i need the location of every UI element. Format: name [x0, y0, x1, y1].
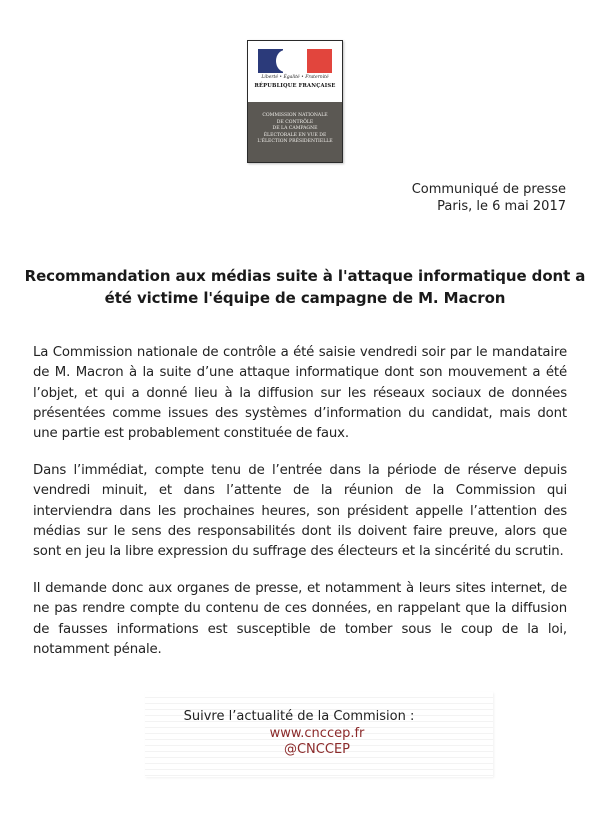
commission-name	[250, 113, 340, 146]
place-date: Paris, le 6 mai 2017	[437, 199, 566, 214]
footer-label: Suivre l’actualité de la Commision :	[183, 709, 415, 724]
press-header	[412, 181, 566, 215]
flag-red	[307, 49, 332, 73]
twitter-handle-link[interactable]: @CNCCEP	[283, 742, 350, 757]
paragraph-1: La Commission nationale de contrôle a été saisie vendredi soir par le mandataire de M. Macron à la suite d’une attaque informatique dont son mouvement a été l’objet, et qui a donné lieu à la diffusion sur les réseaux sociaux de données présentées comme issues des systèmes d’information du candidat, mais dont une partie est probablement constituée de faux.	[33, 345, 567, 442]
paragraph-2: Dans l’immédiat, compte tenu de l’entrée dans la période de réserve depuis vendredi minuit, et dans l’attente de la réunion de la Commission qui interviendra dans les prochaines heures, son président appelle l’attention des médias sur le sens des responsabilités dont ils doivent faire preuve, alors que sont en jeu la libre expression du suffrage des électeurs et la sincérité du scrutin.	[33, 463, 567, 560]
cnccep-logo	[247, 40, 343, 163]
marianne-profile-icon	[276, 50, 294, 72]
republic-name: RÉPUBLIQUE FRANÇAISE	[254, 83, 336, 89]
footer-box	[145, 692, 493, 777]
commission-line: ÉLECTORALE EN VUE DE	[263, 132, 327, 138]
commission-line: DE CONTRÔLE	[276, 119, 314, 125]
page-title: Recommandation aux médias suite à l'attaque informatique dont a été victime l'équipe de campagne de M. Macron	[24, 267, 586, 307]
commission-panel	[248, 102, 342, 162]
document-type: Communiqué de presse	[411, 182, 566, 197]
commission-line: L'ÉLECTION PRÉSIDENTIELLE	[257, 139, 333, 145]
marianne-logo	[248, 41, 342, 102]
commission-line: DE LA CAMPAGNE	[272, 126, 318, 132]
paragraph-3: Il demande donc aux organes de presse, et notamment à leurs sites internet, de ne pas rendre compte du contenu de ces données, en rappelant que la diffusion de fausses informations est susceptible de tomber sous le coup de la loi, notamment pénale.	[33, 581, 567, 657]
tricolor-flag-icon	[258, 49, 332, 73]
website-link[interactable]: www.cnccep.fr	[269, 726, 365, 741]
republic-motto: Liberté • Égalité • Fraternité	[261, 75, 329, 80]
commission-line: COMMISSION NATIONALE	[262, 113, 328, 118]
